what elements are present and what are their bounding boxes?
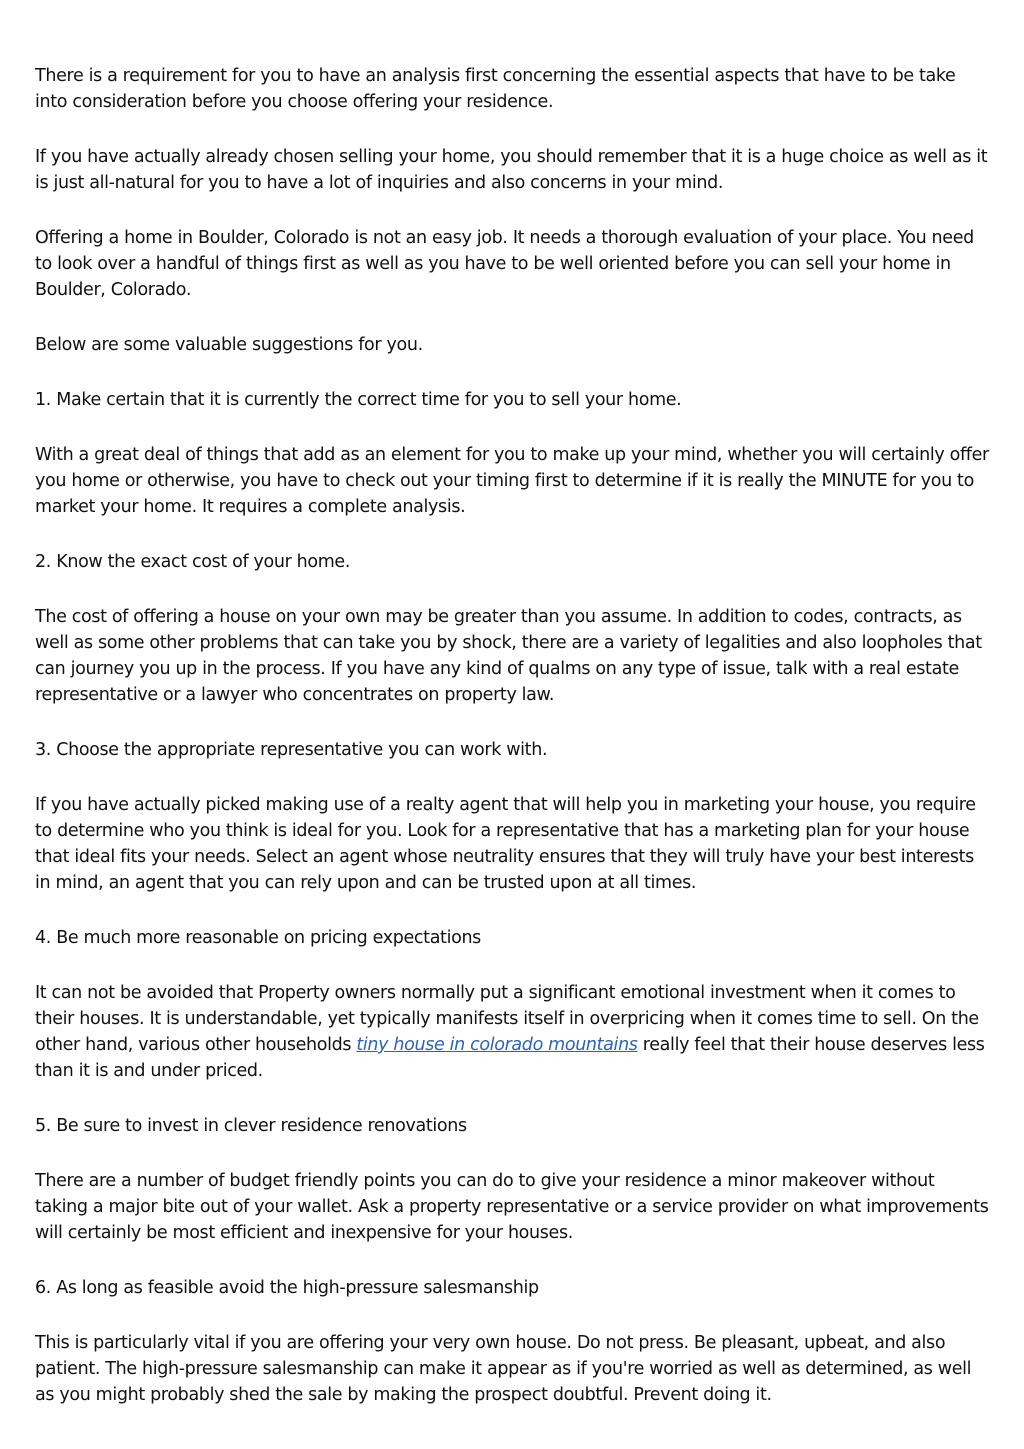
paragraph-pricing-text-after: really feel that their house deserves less than it is and under priced. xyxy=(35,1035,985,1081)
tip-heading-4: 4. Be much more reasonable on pricing expectations xyxy=(35,928,481,948)
paragraph-decision: If you have actually already chosen selling your home, you should remember that it is a huge choice as well as it is just all-natural for you to have a lot of inquiries and also concerns in your mind. xyxy=(35,147,988,193)
paragraph-salesmanship: This is particularly vital if you are offering your very own house. Do not press. Be pleasant, upbeat, and also patient. The high-pressure salesmanship can make it appear as if you're worried as well as determined, as well as you might probably shed the sale by making the prospect doubtful. Prevent doing it. xyxy=(35,1333,972,1405)
paragraph-intro: There is a requirement for you to have an analysis first concerning the essential aspects that have to be take into consideration before you choose offering your residence. xyxy=(35,66,956,112)
paragraph-renovations: There are a number of budget friendly points you can do to give your residence a minor makeover without taking a major bite out of your wallet. Ask a property representative or a service provider on what improvements will certainly be most efficient and inexpensive for your houses. xyxy=(35,1171,989,1243)
paragraph-suggestions-intro: Below are some valuable suggestions for you. xyxy=(35,335,423,355)
tip-heading-5: 5. Be sure to invest in clever residence renovations xyxy=(35,1116,467,1136)
tip-heading-1: 1. Make certain that it is currently the correct time for you to sell your home. xyxy=(35,390,682,410)
paragraph-representative: If you have actually picked making use of a realty agent that will help you in marketing your house, you require to determine who you think is ideal for you. Look for a representative that has a marketing plan for your house that ideal fits your needs. Select an agent whose neutrality ensures that they will truly have your best interests in mind, an agent that you can rely upon and can be trusted upon at all times. xyxy=(35,795,976,893)
paragraph-timing: With a great deal of things that add as an element for you to make up your mind, whether you will certainly offer you home or otherwise, you have to check out your timing first to determine if it is really the MINUTE for you to market your home. It requires a complete analysis. xyxy=(35,445,989,517)
paragraph-boulder: Offering a home in Boulder, Colorado is not an easy job. It needs a thorough evaluation of your place. You need to look over a handful of things first as well as you have to be well oriented before you can sell your home in Boulder, Colorado. xyxy=(35,228,974,300)
tip-heading-6: 6. As long as feasible avoid the high-pressure salesmanship xyxy=(35,1278,539,1298)
paragraph-pricing xyxy=(35,980,990,1084)
paragraph-cost: The cost of offering a house on your own may be greater than you assume. In addition to codes, contracts, as well as some other problems that can take you by shock, there are a variety of legalities and also loopholes that can journey you up in the process. If you have any kind of qualms on any type of issue, talk with a real estate representative or a lawyer who concentrates on property law. xyxy=(35,607,982,705)
tip-heading-3: 3. Choose the appropriate representative you can work with. xyxy=(35,740,548,760)
tiny-house-link[interactable]: tiny house in colorado mountains xyxy=(356,1035,638,1055)
paragraph-pricing-text-before: It can not be avoided that Property owners normally put a significant emotional investment when it comes to their houses. It is understandable, yet typically manifests itself in overpricing when it comes time to sell. On the other hand, various other households xyxy=(35,983,979,1055)
tip-heading-2: 2. Know the exact cost of your home. xyxy=(35,552,351,572)
